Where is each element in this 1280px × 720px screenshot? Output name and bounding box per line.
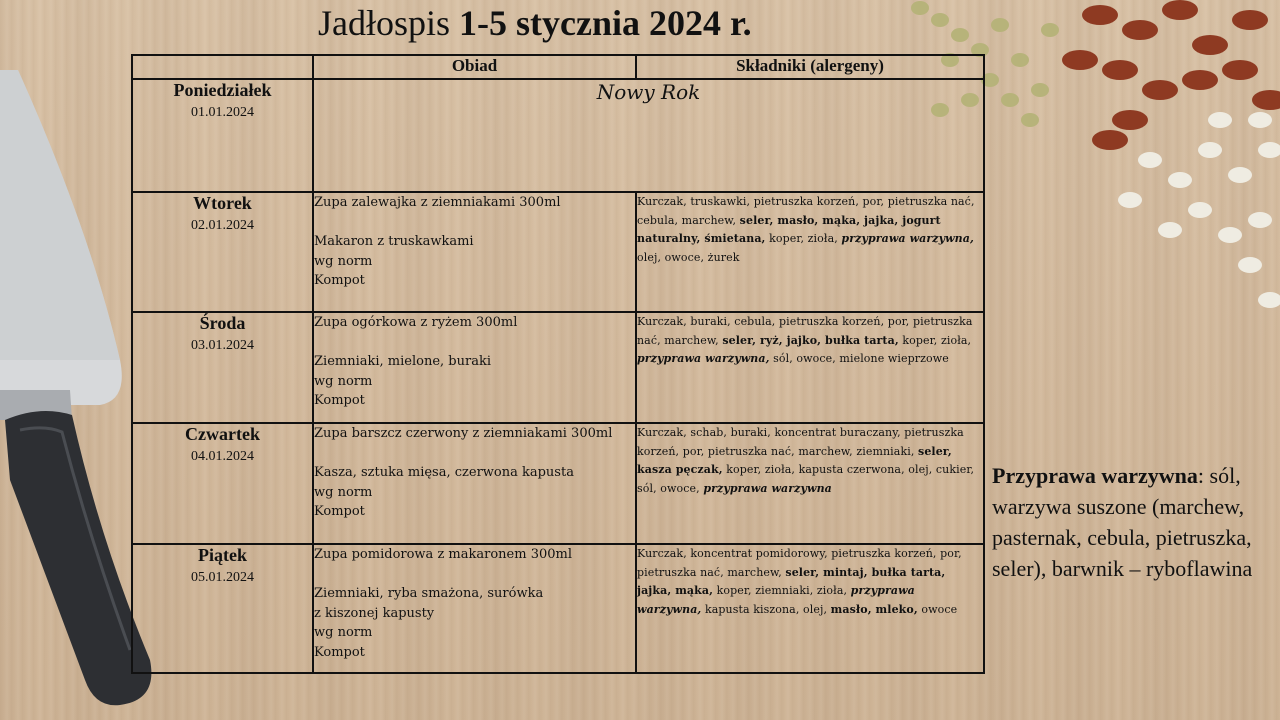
ingredient-segment: Kurczak, schab, buraki, koncentrat buraczany, pietruszka korzeń, por, pietruszka nać, marchew, ziemniaki, [637, 426, 964, 458]
holiday-cell: Nowy Rok [313, 79, 984, 192]
meal-cell [313, 423, 636, 544]
ingredient-segment: masło, mleko, [830, 602, 918, 616]
day-name: Piątek [198, 545, 247, 565]
table-row [132, 423, 984, 544]
title-prefix: Jadłospis [318, 3, 460, 43]
ingredient-segment: seler, mintaj, bułka tarta, jajka, mąka, [637, 565, 946, 597]
meal-line: wg norm [314, 253, 373, 269]
meal-line: Kasza, sztuka mięsa, czerwona kapusta [314, 465, 574, 480]
seasoning-note-colon: : [1197, 463, 1205, 488]
meal-line: Kompot [314, 393, 365, 408]
title-dates: 1-5 stycznia 2024 r. [459, 3, 752, 43]
ingredient-segment: seler, ryż, jajko, bułka tarta, [722, 333, 899, 347]
day-name: Wtorek [193, 193, 252, 213]
ingredient-segment: koper, zioła, [898, 333, 972, 347]
ingredient-segment: przyprawa warzywna, [637, 352, 770, 365]
ingredients-cell [636, 192, 984, 312]
meal-line [314, 444, 635, 464]
ingredient-segment: koper, zioła, kapusta czerwona, olej, cukier, sól, owoce, [637, 463, 975, 495]
meal-line: Zupa ogórkowa z ryżem 300ml [314, 315, 518, 330]
header-ingredients: Składniki (alergeny) [636, 55, 984, 79]
table-row [132, 544, 984, 673]
day-name: Czwartek [185, 424, 260, 444]
ingredient-segment: kapusta kiszona, olej, [701, 602, 831, 616]
meal-line [314, 565, 635, 585]
table-row [132, 79, 984, 192]
ingredient-segment: owoce [917, 602, 958, 616]
day-cell [132, 312, 313, 423]
ingredient-segment: seler, kasza pęczak, [637, 444, 952, 476]
meal-line: wg norm [314, 625, 373, 640]
table-row [132, 192, 984, 312]
meal-line: Kompot [314, 504, 365, 519]
header-empty [132, 55, 313, 79]
ingredient-segment: olej, owoce, żurek [637, 250, 740, 264]
meal-line: Zupa pomidorowa z makaronem 300ml [314, 547, 572, 562]
seasoning-note [992, 460, 1277, 584]
menu-table [131, 54, 985, 674]
meal-cell [313, 544, 636, 673]
seasoning-note-text: sól, warzywa suszone (marchew, pasternak, cebula, pietruszka, seler), barwnik – ryboflawina [992, 463, 1253, 581]
day-date: 02.01.2024 [191, 218, 254, 233]
ingredients-cell [636, 423, 984, 544]
meal-line: Ziemniaki, ryba smażona, surówka [314, 586, 544, 601]
meal-line: Makaron z truskawkami [314, 234, 474, 249]
day-cell [132, 79, 313, 192]
table-row [132, 312, 984, 423]
ingredient-segment: przyprawa warzywna [703, 481, 832, 495]
meal-line [314, 213, 635, 233]
page-title [318, 2, 752, 44]
meal-line: z kiszonej kapusty [314, 605, 435, 621]
meal-line: Kompot [314, 273, 365, 288]
meal-line: wg norm [314, 373, 373, 389]
day-cell [132, 192, 313, 312]
ingredient-segment: koper, ziemniaki, zioła, [713, 584, 851, 597]
meal-line: Zupa barszcz czerwony z ziemniakami 300ml [314, 426, 613, 441]
ingredient-segment: seler, masło, mąka, jajka, jogurt naturalny, śmietana, [637, 213, 941, 245]
meal-line: Zupa zalewajka z ziemniakami 300ml [314, 195, 561, 210]
ingredient-segment: przyprawa warzywna, [841, 232, 974, 245]
day-cell [132, 423, 313, 544]
ingredients-cell [636, 312, 984, 423]
meal-line [314, 333, 635, 353]
ingredient-segment: Kurczak, koncentrat pomidorowy, pietruszka korzeń, por, pietruszka nać, marchew, [637, 547, 962, 579]
meal-line: Kompot [314, 644, 365, 660]
ingredients-cell [636, 544, 984, 673]
ingredient-segment: Kurczak, buraki, cebula, pietruszka korzeń, por, pietruszka nać, marchew, [637, 315, 973, 347]
day-date: 04.01.2024 [191, 449, 254, 464]
meal-line: wg norm [314, 484, 373, 500]
day-date: 03.01.2024 [191, 338, 254, 353]
header-lunch: Obiad [313, 55, 636, 79]
day-cell [132, 544, 313, 673]
meal-cell [313, 312, 636, 423]
ingredient-segment: przyprawa warzywna, [637, 584, 915, 616]
ingredient-segment: Kurczak, truskawki, pietruszka korzeń, por, pietruszka nać, cebula, marchew, [637, 195, 975, 227]
ingredient-segment: sól, owoce, mielone wieprzowe [769, 352, 949, 365]
day-name: Środa [199, 313, 246, 333]
ingredient-segment: koper, zioła, [765, 232, 842, 245]
meal-line: Ziemniaki, mielone, buraki [314, 354, 491, 369]
day-name: Poniedziałek [173, 80, 272, 100]
meal-cell [313, 192, 636, 312]
seasoning-note-label: Przyprawa warzywna [992, 463, 1198, 488]
day-date: 01.01.2024 [191, 105, 254, 120]
day-date: 05.01.2024 [191, 570, 254, 585]
